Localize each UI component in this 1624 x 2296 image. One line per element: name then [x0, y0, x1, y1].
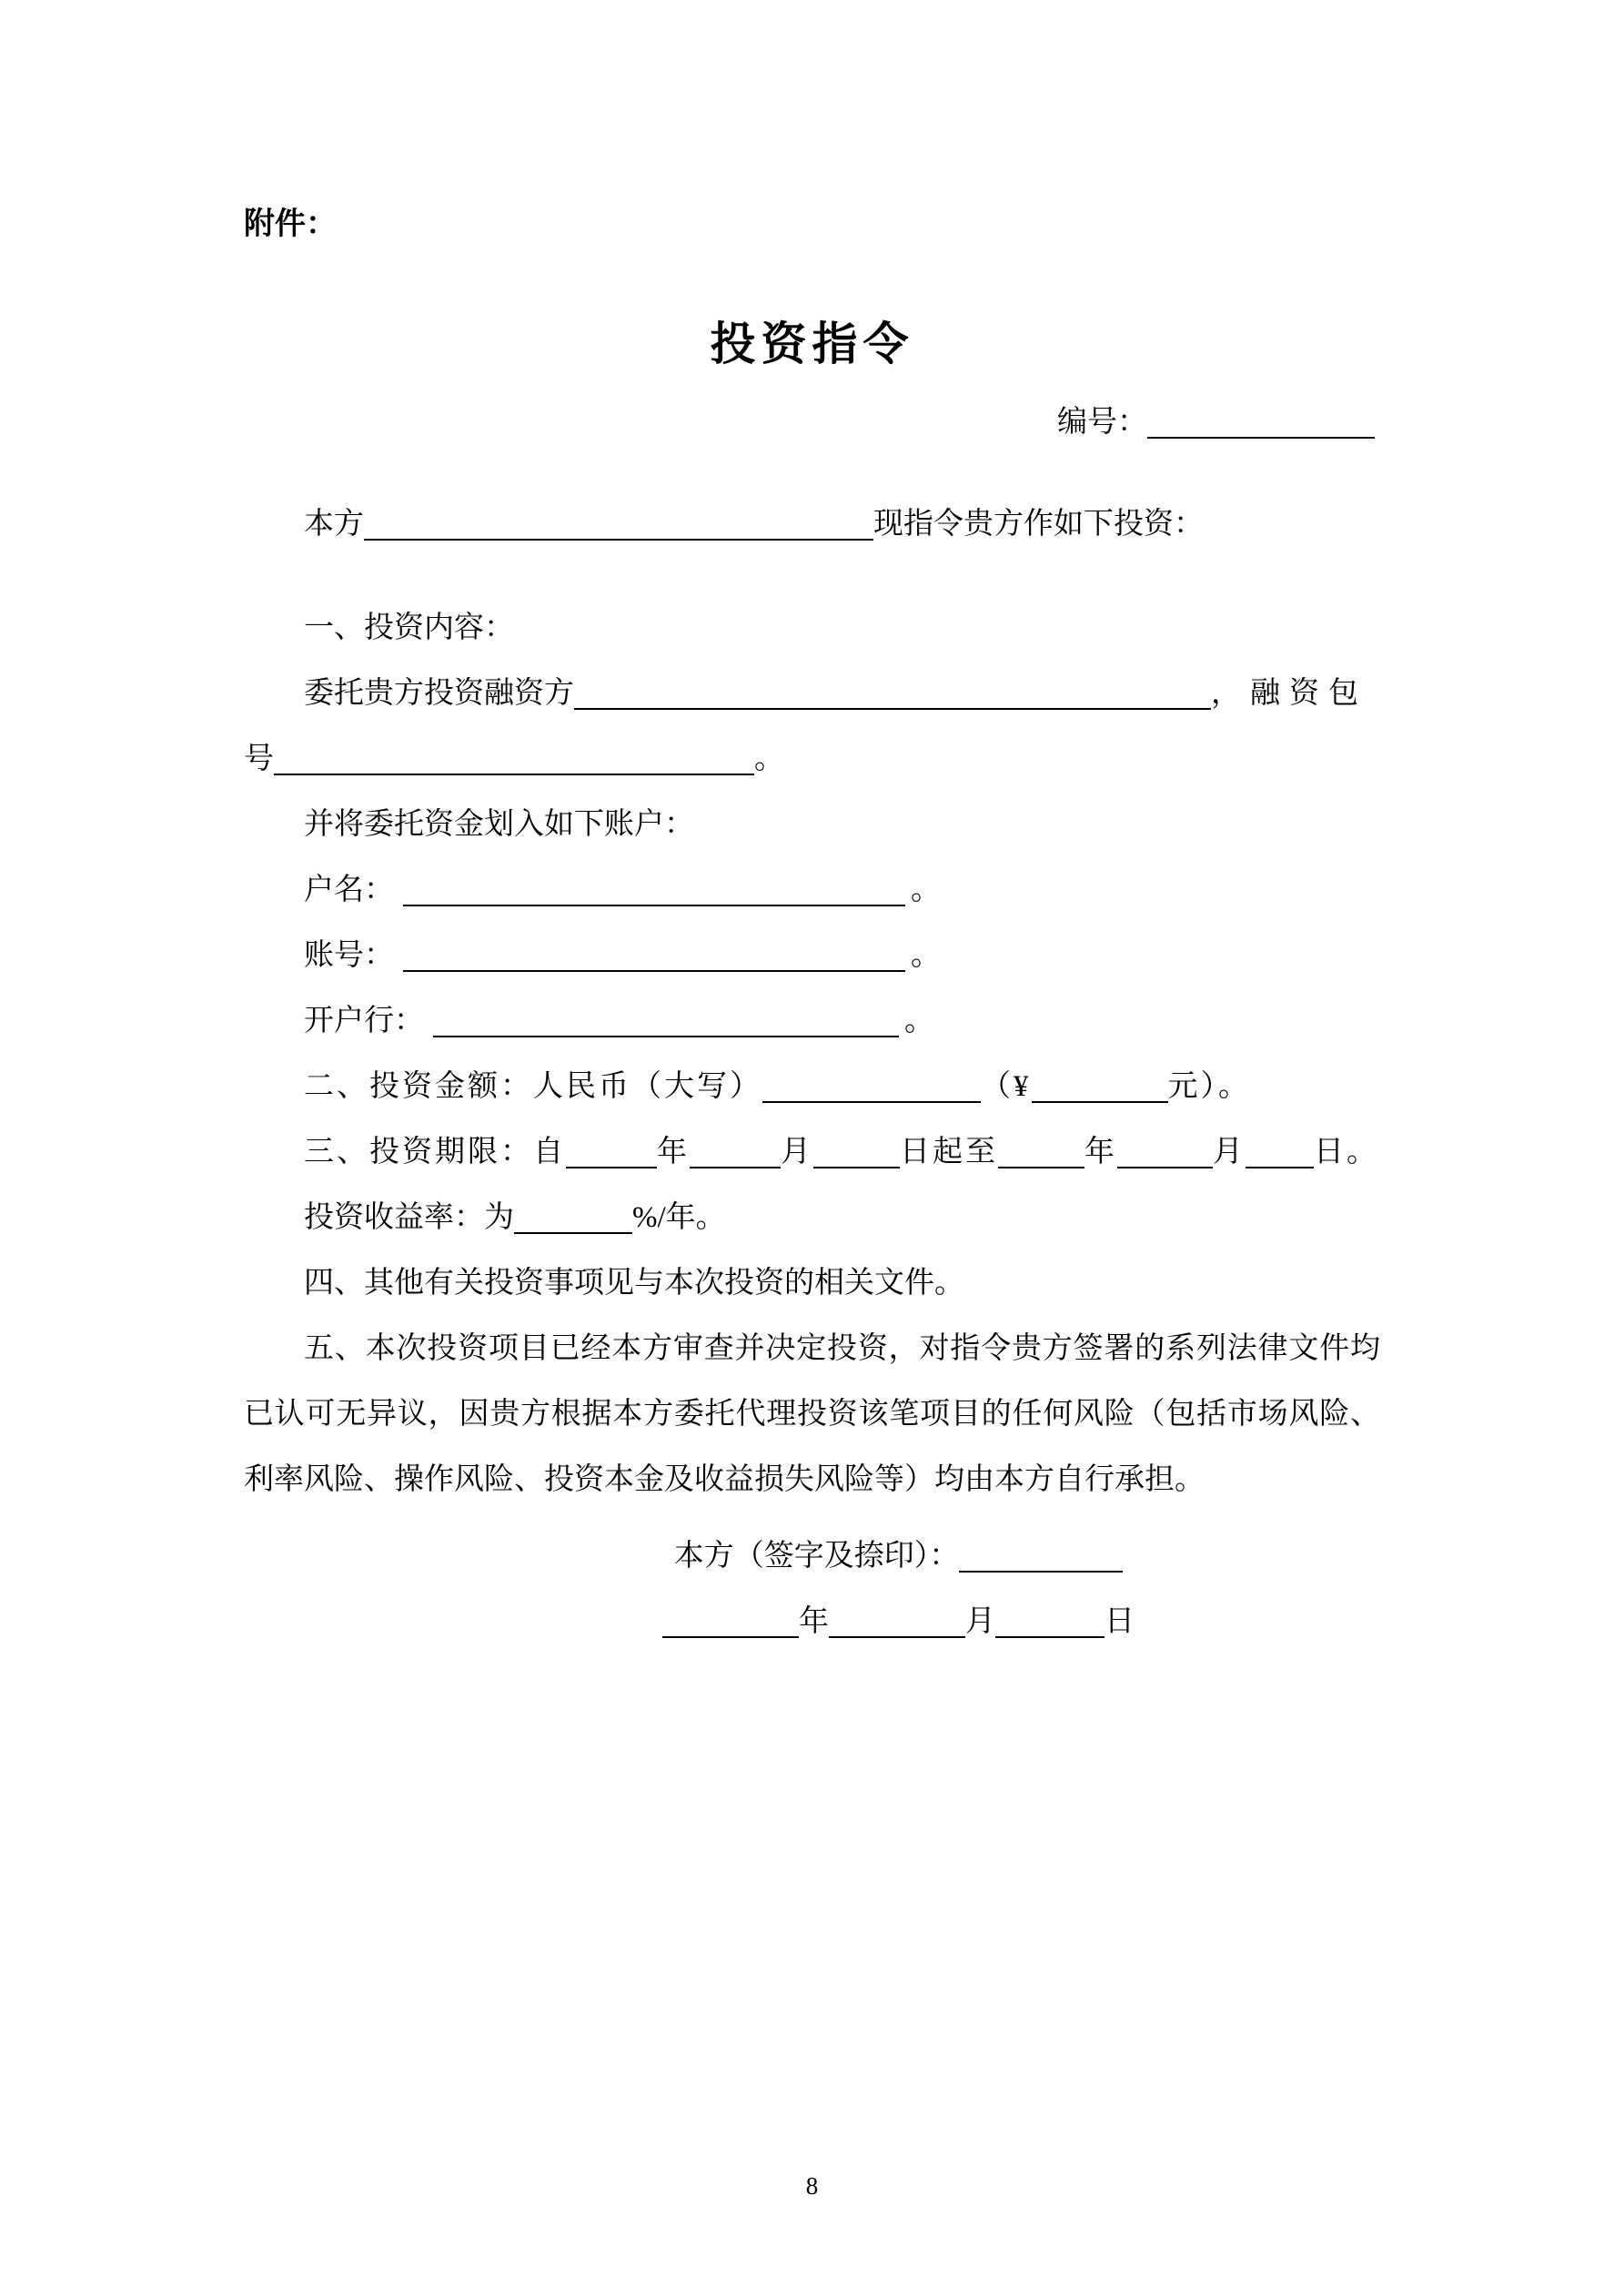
amount-suffix: 元）。 — [1167, 1070, 1251, 1103]
bank-period: 。 — [904, 1005, 934, 1037]
amount-prefix: 二、投资金额：人民币（大写） — [304, 1070, 762, 1103]
rate-line — [244, 1185, 1380, 1250]
blank-start-year — [566, 1136, 657, 1168]
entrust-line — [244, 661, 1380, 726]
blank-date-year — [662, 1605, 799, 1638]
blank-signature — [959, 1540, 1123, 1573]
signature-label: 本方（签字及捺印）： — [673, 1540, 960, 1573]
document-content — [244, 0, 1380, 1654]
blank-start-day — [813, 1136, 900, 1168]
period-prefix: 三、投资期限：自 — [304, 1136, 566, 1168]
transfer-line-text: 并将委托资金划入如下账户： — [304, 808, 694, 841]
blank-date-day — [995, 1605, 1105, 1638]
blank-financing-party — [574, 677, 1211, 710]
intro-line — [244, 491, 1380, 557]
period-month1: 月 — [781, 1136, 813, 1168]
bank-line — [244, 988, 1380, 1054]
blank-bank-name — [433, 1005, 899, 1037]
page-number: 8 — [805, 2172, 819, 2200]
date-day-label: 日 — [1105, 1605, 1135, 1638]
entrust-prefix: 委托贵方投资融资方 — [304, 677, 574, 710]
intro-suffix: 现指令贵方作如下投资： — [873, 508, 1204, 541]
signature-line — [417, 1523, 1380, 1589]
period-day2: 日。 — [1314, 1136, 1379, 1168]
section5-text: 五、本次投资项目已经本方审查并决定投资，对指令贵方签署的系列法律文件均已认可无异议，因贵方根据本方委托代理投资该笔项目的任何风险（包括市场风险、利率风险、操作风险、投资本金及收益损失风险等）均由本方自行承担。 — [244, 1332, 1380, 1496]
account-number-line — [244, 923, 1380, 988]
section1-heading-text: 一、投资内容： — [304, 612, 514, 644]
blank-party-name — [364, 508, 873, 541]
period-year1: 年 — [657, 1136, 690, 1168]
period-month2: 月 — [1213, 1136, 1246, 1168]
section4-text: 四、其他有关投资事项见与本次投资的相关文件。 — [304, 1267, 964, 1300]
package-period: 。 — [754, 743, 784, 775]
account-name-period: 。 — [911, 874, 941, 906]
period-day1: 日起至 — [900, 1136, 998, 1168]
blank-account-number — [403, 939, 905, 972]
account-name-label: 户名： — [304, 874, 394, 906]
amount-mid: （¥ — [981, 1070, 1032, 1103]
account-name-line — [244, 857, 1380, 923]
section5-paragraph — [244, 1316, 1380, 1512]
period-line — [244, 1119, 1380, 1185]
rate-suffix: %/年。 — [632, 1201, 726, 1234]
bank-label: 开户行： — [304, 1005, 424, 1037]
document-title: 投资指令 — [710, 319, 914, 369]
signature-block — [244, 1523, 1380, 1654]
blank-amount-figures — [1032, 1070, 1168, 1103]
attachment-label: 附件： — [244, 207, 337, 241]
intro-prefix: 本方 — [304, 508, 364, 541]
blank-rate — [514, 1201, 632, 1234]
blank-end-month — [1117, 1136, 1213, 1168]
period-year2: 年 — [1084, 1136, 1117, 1168]
blank-serial-number — [1147, 406, 1375, 439]
date-month-label: 月 — [965, 1605, 995, 1638]
account-number-period: 。 — [911, 939, 941, 972]
blank-account-name — [403, 874, 905, 906]
amount-line — [244, 1054, 1380, 1119]
date-year-label: 年 — [799, 1605, 829, 1638]
package-prefix: 号 — [244, 743, 274, 775]
blank-start-month — [690, 1136, 781, 1168]
section1-heading — [244, 595, 1380, 661]
blank-date-month — [829, 1605, 965, 1638]
package-number-line — [244, 726, 1380, 792]
signature-date-line — [417, 1589, 1380, 1654]
blank-package-number — [274, 743, 754, 775]
entrust-tail: ，融资包 — [1211, 677, 1367, 710]
blank-amount-words — [762, 1070, 981, 1103]
serial-number-label: 编号： — [1057, 406, 1147, 439]
account-number-label: 账号： — [304, 939, 394, 972]
section4-line — [244, 1250, 1380, 1316]
rate-prefix: 投资收益率：为 — [304, 1201, 514, 1234]
serial-number-row — [244, 389, 1380, 455]
blank-end-day — [1246, 1136, 1314, 1168]
blank-end-year — [998, 1136, 1084, 1168]
transfer-line — [244, 792, 1380, 857]
